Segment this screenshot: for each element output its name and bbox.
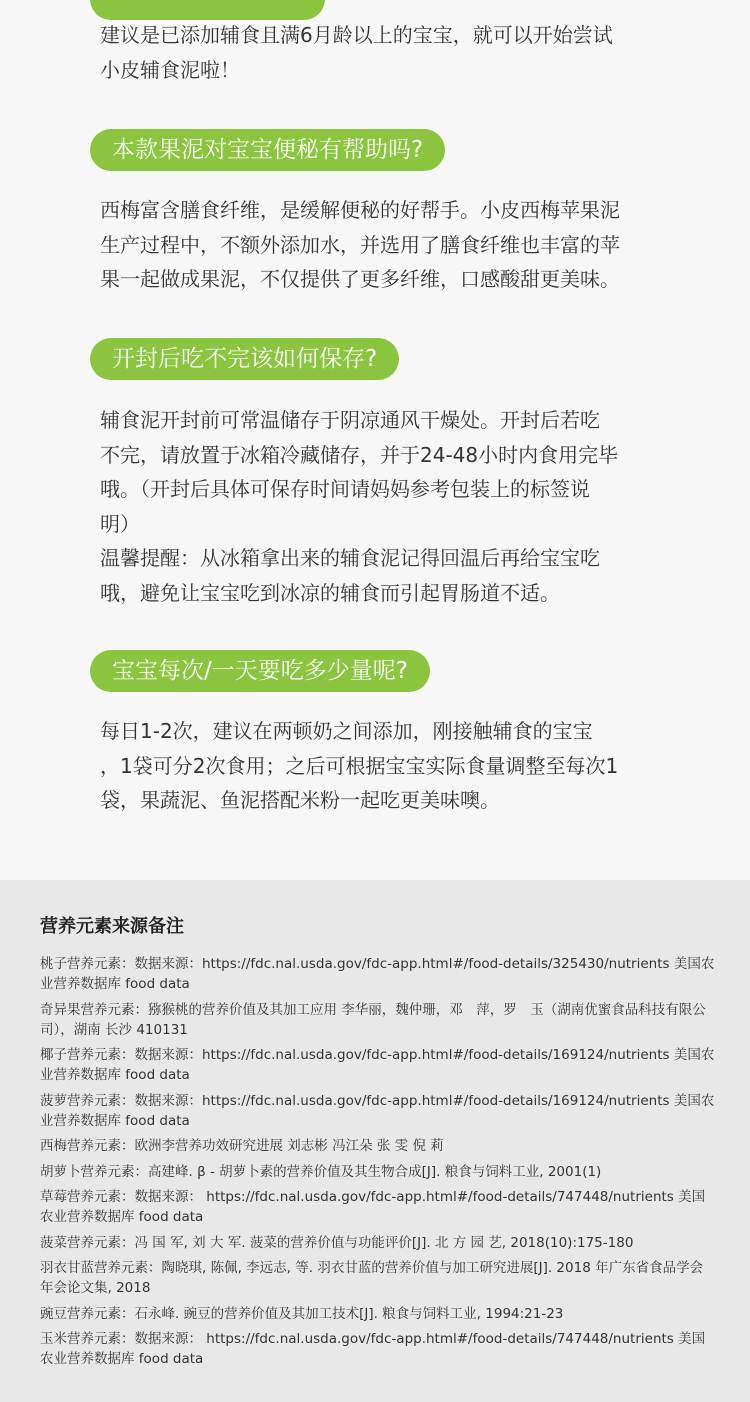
answer-amount (100, 714, 670, 818)
question-pill-amount: 宝宝每次/一天要吃多少量呢? (90, 650, 430, 692)
note-item: 桃子营养元素：数据来源：https://fdc.nal.usda.gov/fdc-app.html#/food-details/325430/nutrients 美国农业营养数据库 food data (40, 956, 715, 992)
notes-list (40, 954, 715, 1375)
question-pill-partial (90, 0, 325, 20)
answer-line: 辅食泥开封前可常温储存于阴凉通风干燥处。开封后若吃 (100, 408, 600, 432)
answer-constipation (100, 193, 670, 297)
note-item: 玉米营养元素：数据来源： https://fdc.nal.usda.gov/fdc-app.html#/food-details/747448/nutrients 美国农业营养数据库 food data (40, 1331, 706, 1367)
answer-line: 哦，避免让宝宝吃到冰凉的辅食而引起胃肠道不适。 (100, 580, 560, 605)
answer-line: 果一起做成果泥，不仅提供了更多纤维，口感酸甜更美味。 (100, 267, 620, 291)
answer-line: 不完，请放置于冰箱冷藏储存，并于24-48小时内食用完毕 (100, 442, 619, 467)
note-item: 菠菜营养元素：冯 国 军, 刘 大 军. 菠菜的营养价值与功能评价[J]. 北 方 园 艺, 2018(10):175-180 (40, 1234, 634, 1251)
answer-storage (100, 403, 670, 610)
note-item: 草莓营养元素：数据来源： https://fdc.nal.usda.gov/fdc-app.html#/food-details/747448/nutrients 美国农业营养数据库 food data (40, 1189, 706, 1225)
answer-line: 明） (100, 511, 140, 536)
answer-line: 每日1-2次，建议在两顿奶之间添加，刚接触辅食的宝宝 (100, 719, 593, 743)
question-pill-constipation: 本款果泥对宝宝便秘有帮助吗? (90, 129, 445, 171)
answer-line: 袋，果蔬泥、鱼泥搭配米粉一起吃更美味噢。 (100, 788, 500, 812)
answer-line: 生产过程中，不额外添加水，并选用了膳食纤维也丰富的苹 (100, 232, 620, 257)
answer-line: 哦。（开封后具体可保存时间请妈妈参考包装上的标签说 (100, 477, 590, 501)
notes-title: 营养元素来源备注 (40, 916, 184, 937)
nutrition-sources-notes (0, 880, 750, 1402)
answer-line: 温馨提醒：从冰箱拿出来的辅食泥记得回温后再给宝宝吃 (100, 546, 600, 570)
question-pill-storage: 开封后吃不完该如何保存? (90, 338, 399, 380)
note-item: 豌豆营养元素：石永峰. 豌豆的营养价值及其加工技术[J]. 粮食与饲料工业, 1994:21-23 (40, 1305, 564, 1322)
answer-line: 小皮辅食泥啦！ (100, 57, 240, 82)
note-item: 椰子营养元素：数据来源：https://fdc.nal.usda.gov/fdc-app.html#/food-details/169124/nutrients 美国农业营养数据库 food data (40, 1047, 715, 1083)
answer-line: ，1袋可分2次食用；之后可根据宝宝实际食量调整至每次1 (100, 753, 619, 778)
note-item: 奇异果营养元素：猕猴桃的营养价值及其加工应用 李华丽，魏仲珊，邓 萍，罗 玉（湖南优蜜食品科技有限公司），湖南 长沙 410131 (40, 1001, 706, 1038)
note-item: 羽衣甘蓝营养元素：陶晓琪, 陈佩, 李远志, 等. 羽衣甘蓝的营养价值与加工研究进展[J]. 2018 年广东省食品学会年会论文集, 2018 (40, 1260, 704, 1296)
note-item: 菠萝营养元素：数据来源：https://fdc.nal.usda.gov/fdc-app.html#/food-details/169124/nutrients 美国农业营养数据库 food data (40, 1092, 715, 1129)
note-item: 胡萝卜营养元素：高建峰. β - 胡萝卜素的营养价值及其生物合成[J]. 粮食与饲料工业, 2001(1) (40, 1163, 602, 1180)
intro-answer (100, 18, 670, 87)
answer-line: 西梅富含膳食纤维，是缓解便秘的好帮手。小皮西梅苹果泥 (100, 198, 620, 222)
answer-line: 建议是已添加辅食且满6月龄以上的宝宝，就可以开始尝试 (100, 23, 613, 47)
note-item: 西梅营养元素：欧洲李营养功效研究进展 刘志彬 冯江朵 张 雯 倪 莉 (40, 1138, 444, 1154)
